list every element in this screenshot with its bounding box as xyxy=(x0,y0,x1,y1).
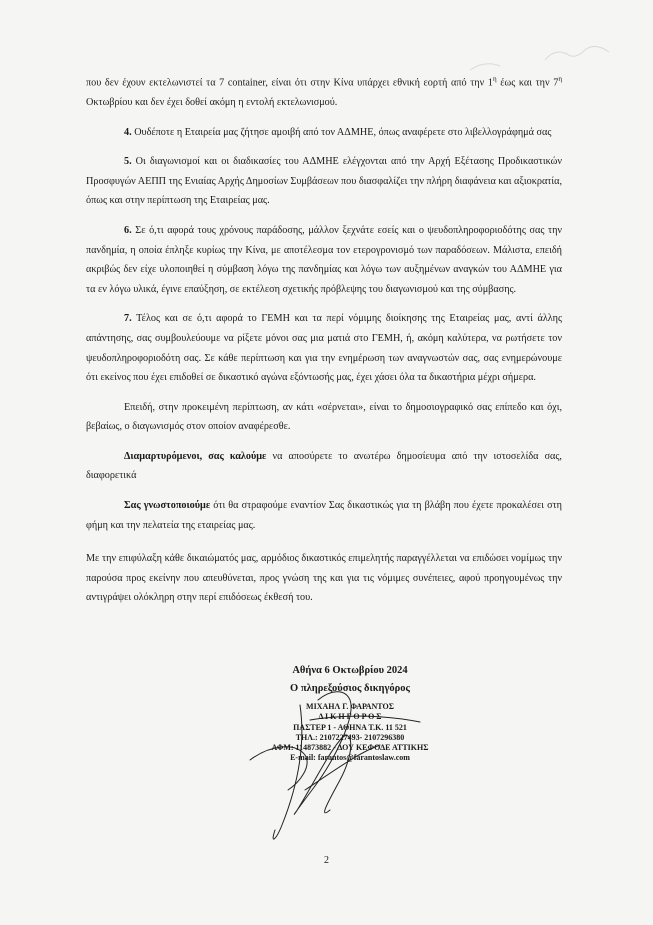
superscript-run: η xyxy=(492,75,497,83)
text-run: Τέλος και σε ό,τι αφορά το ΓΕΜΗ και τα περί νόμιμης διοίκησης της Εταιρείας μας, αντί άλλης απάντησης, σας συμβουλεύουμε να ρίξετε μόνοι σας μια ματιά στο ΓΕΜΗ, ή, ακόμη καλύτερα, να ρωτήσετε τον ψευδοπληροφοριοδότη σας. Σε κάθε περίπτωση και για την ενημέρωση των αναγνωστών σας, σας ενημερώνουμε ότι εκείνος που έχει επιδοθεί σε δικαστικό αγώνα εξόντωσής μας, έχει χάσει όλα τα δικαστήρια μέχρι σήμερα. xyxy=(86,313,562,384)
text-run: Σε ό,τι αφορά τους χρόνους παράδοσης, μάλλον ξεχνάτε εσείς και ο ψευδοπληροφοριοδότης σας την πανδημία, η οποία έπληξε κυρίως την Κίνα, με αποτέλεσμα τον ετερογρονισμό των παραδόσεων. Μάλιστα, επειδή ακριβώς δεν είχε υλοποιηθεί η σύμβαση λόγω της πανδημίας και λόγω των αυξημένων αναγκών του ΑΔΜΗΕ για τα εν λόγω υλικά, έγινε επαύξηση, σε εκτέλεση σχετικής πρόβλεψης του διαγωνισμού και της σύμβασης. xyxy=(86,224,562,295)
superscript-run: η xyxy=(558,75,562,83)
paragraph-gap xyxy=(86,535,562,549)
text-run: που δεν έχουν εκτελωνιστεί τα 7 container, είναι ότι στην Κίνα υπάρχει εθνική εορτή από την 1 xyxy=(86,77,493,89)
stamp-line: E-mail: farantos@farantoslaw.com xyxy=(290,753,410,763)
text-run: Οι διαγωνισμοί και οι διαδικασίες του ΑΔΜΗΕ ελέγχονται από την Αρχή Εξέτασης Προδικαστικών Προσφυγών ΑΕΠΠ της Ενιαίας Αρχής Δημοσίων Συμβάσεων που διασφαλίζει την πλήρη διαφάνεια και αξιοκρατία, όπως και στην περίπτωση της Εταιρείας μας. xyxy=(86,156,563,207)
paragraph-p5 xyxy=(86,152,562,211)
stamp-line: ΤΗΛ.: 2107227493- 2107296380 xyxy=(295,732,405,742)
text-run: Ουδέποτε η Εταιρεία μας ζήτησε αμοιβή από τον ΑΔΜΗΕ, όπως αναφέρετε στο λιβελλογράφημά σας xyxy=(131,126,552,138)
text-run: ότι θα στραφούμε εναντίον Σας δικαστικώς για τη βλάβη που έχετε προκαλέσει στη φήμη και την πελατεία της εταιρείας μας. xyxy=(86,500,562,531)
lawyer-role-line: Ο πληρεξούσιος δικηγόρος xyxy=(290,683,410,694)
stamp-line: Δ Ι Κ Η Γ Ο Ρ Ο Σ xyxy=(318,712,382,722)
paragraph-gap xyxy=(86,142,562,152)
bold-run: 4. xyxy=(124,126,132,138)
paragraph-p4 xyxy=(86,123,562,143)
bold-run: 5. xyxy=(124,156,132,168)
bold-run: Διαμαρτυρόμενοι, σας καλούμε xyxy=(124,450,267,462)
date-line: Αθήνα 6 Οκτωβρίου 2024 xyxy=(292,665,408,676)
lawyer-stamp xyxy=(200,702,500,764)
text-run: Επειδή, στην προκειμένη περίπτωση, αν κάτι «σέρνεται», είναι το δημοσιογραφικό σας επίπεδο και όχι, βεβαίως, ο διαγωνισμός στον οποίον αναφέρεσθε. xyxy=(86,401,562,433)
paragraph-gap xyxy=(86,486,562,496)
bold-run: 7. xyxy=(124,313,132,325)
paragraph-p7 xyxy=(86,309,562,387)
paragraph-gap xyxy=(86,299,562,309)
text-run: Οκτωβρίου και δεν έχει δοθεί ακόμη η εντολή εκτελωνισμού. xyxy=(86,96,338,108)
stamp-line: ΜΙΧΑΗΛ Γ. ΦΑΡΑΝΤΟΣ xyxy=(306,702,394,711)
text-run: να αποσύρετε το ανωτέρω δημοσίευμα από την ιστοσελίδα σας, διαφορετικά xyxy=(86,450,562,482)
letter-body xyxy=(86,70,562,608)
paragraph-p8 xyxy=(86,398,562,437)
paragraph-p11 xyxy=(86,549,562,608)
stamp-line: ΠΑΣΤΕΡ 1 - ΑΘΗΝΑ Τ.Κ. 11 521 xyxy=(293,722,407,732)
paragraph-gap xyxy=(86,211,562,221)
paragraph-p9 xyxy=(86,447,562,486)
bold-run: Σας γνωστοποιούμε xyxy=(124,500,211,512)
page-number: 2 xyxy=(324,855,329,866)
paragraph-gap xyxy=(86,388,562,398)
stamp-line: ΑΦΜ: 114873882 - ΔΟΥ ΚΕΦΟΔΕ ΑΤΤΙΚΗΣ xyxy=(271,743,429,753)
paragraph-gap xyxy=(86,113,562,123)
paragraph-p10 xyxy=(86,496,562,535)
text-run: έως και την 7 xyxy=(496,77,559,89)
paragraph-p0 xyxy=(86,70,562,113)
signature-block xyxy=(200,662,500,764)
paragraph-p6 xyxy=(86,221,562,299)
paragraph-gap xyxy=(86,437,562,447)
bold-run: 6. xyxy=(124,224,132,236)
text-run: Με την επιφύλαξη κάθε δικαιώματός μας, αρμόδιος δικαστικός επιμελητής παραγγέλλεται να επιδώσει νομίμως την παρούσα προς εκείνην που απευθύνεται, προς γνώση της και για τις νόμιμες συνέπειες, αφού προηγουμένως την αντιγράψει ολόκληρη στην περί επιδόσεως έκθεσή του. xyxy=(86,553,562,604)
